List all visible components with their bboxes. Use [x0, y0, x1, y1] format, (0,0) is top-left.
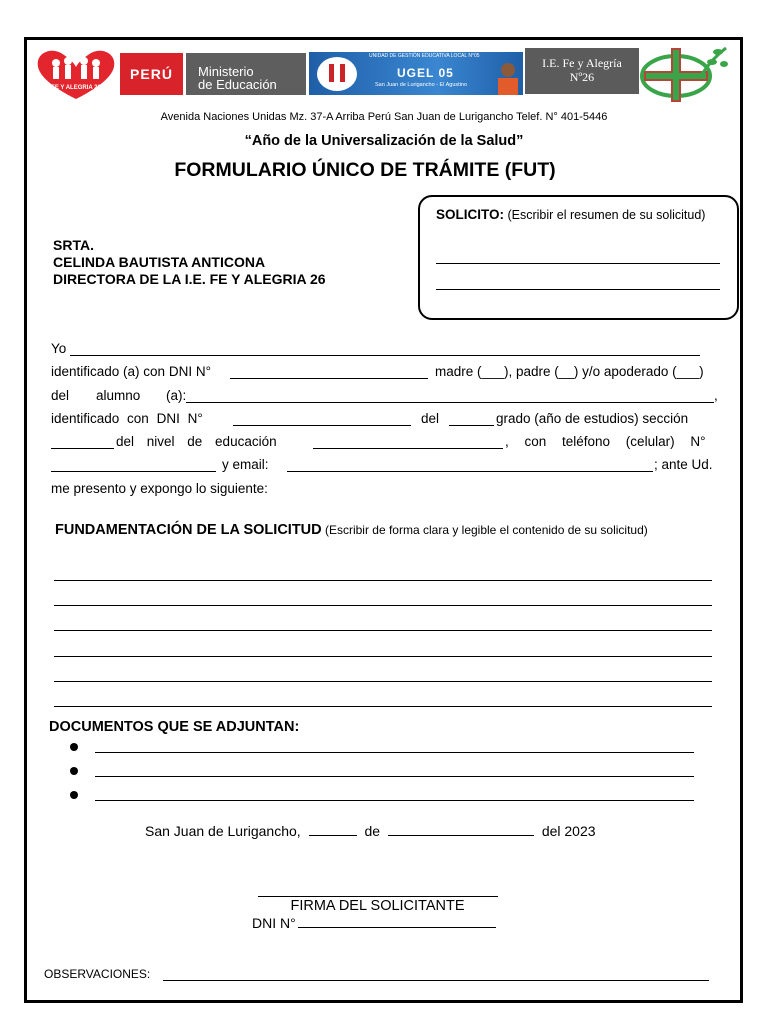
telefono-field[interactable] [51, 471, 216, 472]
student-name-field[interactable] [186, 402, 714, 403]
minedu-logo [186, 53, 306, 95]
solicito-hint: (Escribir el resumen de su solicitud) [504, 208, 706, 222]
ie-name-line2: Nº26 [569, 70, 595, 84]
ugel-banner [309, 52, 523, 95]
solicito-label: SOLICITO: [436, 207, 505, 222]
grado-del-label: del [421, 411, 440, 426]
grado-label: grado (año de estudios) sección [496, 411, 689, 426]
nivel-field[interactable] [313, 448, 503, 449]
signature-dni [252, 915, 496, 931]
fya-logo-text: FE Y ALEGRIA 26 [51, 85, 101, 91]
documento-line-2[interactable] [95, 776, 694, 777]
ugel-label: UGEL 05 [397, 66, 454, 80]
seccion-field[interactable] [51, 448, 114, 449]
yo-label: Yo [51, 341, 67, 356]
solicito-heading [436, 207, 726, 223]
alumno-label: alumno [96, 388, 141, 403]
documentos-heading: DOCUMENTOS QUE SE ADJUNTAN: [49, 719, 300, 735]
firma-label: FIRMA DEL SOLICITANTE [290, 898, 465, 914]
solicito-line-1[interactable] [436, 263, 720, 264]
addressee-block [53, 237, 326, 288]
name-field[interactable] [70, 355, 700, 356]
signature-dni-label: DNI N° [252, 915, 296, 931]
documento-line-3[interactable] [95, 800, 694, 801]
alumno-colon-label: (a): [166, 388, 187, 403]
relationship-options[interactable]: madre (___), padre (__) y/o apoderado (___) [435, 364, 704, 379]
fundamentacion-line-3[interactable] [54, 630, 712, 631]
fundamentacion-line-6[interactable] [54, 706, 712, 707]
fundamentacion-line-4[interactable] [54, 656, 712, 657]
minedu-line2: de Educación [198, 77, 277, 92]
student-dni-label: identificado con DNI N° [51, 411, 203, 426]
addressee-title: SRTA. [53, 237, 94, 253]
ante-ud-label: ; ante Ud. [654, 457, 713, 472]
peru-logo [120, 53, 183, 95]
bullet-icon [70, 743, 78, 751]
ie-name-box [525, 48, 639, 94]
ie-name-line1: I.E. Fe y Alegría [542, 56, 622, 70]
fundamentacion-title: FUNDAMENTACIÓN DE LA SOLICITUD [55, 522, 322, 538]
minedu-line1: Ministerio [198, 64, 254, 79]
grado-field[interactable] [449, 425, 494, 426]
student-photo-icon [495, 60, 521, 95]
telefono-label: , con teléfono (celular) N° [505, 434, 706, 449]
email-label: y email: [222, 457, 269, 472]
dni-label: identificado (a) con DNI N° [51, 364, 211, 379]
fe-y-alegria-logo [34, 49, 118, 101]
signature-dni-field[interactable] [298, 927, 496, 928]
date-line [145, 823, 596, 839]
fundamentacion-heading [55, 521, 648, 538]
year-label: del 2023 [541, 823, 596, 839]
documento-line-1[interactable] [95, 752, 694, 753]
month-field[interactable] [388, 835, 534, 836]
form-title: FORMULARIO ÚNICO DE TRÁMITE (FUT) [174, 159, 556, 181]
email-field[interactable] [287, 471, 653, 472]
peru-label: PERÚ [130, 66, 173, 82]
ugel-crest-icon [315, 55, 359, 93]
comma-mark: , [714, 388, 718, 403]
solicito-line-2[interactable] [436, 289, 720, 290]
addressee-name: CELINDA BAUTISTA ANTICONA [53, 254, 266, 270]
student-dni-field[interactable] [233, 425, 411, 426]
bullet-icon [70, 791, 78, 799]
bullet-icon [70, 767, 78, 775]
ugel-top-text: UNIDAD DE GESTIÓN EDUCATIVA LOCAL N°05 [369, 53, 480, 59]
fundamentacion-line-1[interactable] [54, 580, 712, 581]
nivel-label: del nivel de educación [116, 434, 277, 449]
observaciones-label: OBSERVACIONES: [44, 967, 151, 981]
dni-field[interactable] [230, 378, 428, 379]
expongo-text: me presento y expongo lo siguiente: [51, 481, 268, 496]
del-label: del [51, 388, 70, 403]
fundamentacion-hint: (Escribir de forma clara y legible el contenido de su solicitud) [321, 523, 648, 537]
ugel-subtitle: San Juan de Lurigancho - El Agustino [375, 82, 468, 88]
fundamentacion-line-2[interactable] [54, 605, 712, 606]
address-line: Avenida Naciones Unidas Mz. 37-A Arriba Perú San Juan de Lurigancho Telef. N° 401-5446 [160, 111, 608, 123]
fundamentacion-line-5[interactable] [54, 681, 712, 682]
year-motto: “Año de la Universalización de la Salud” [244, 133, 524, 149]
addressee-position: DIRECTORA DE LA I.E. FE Y ALEGRIA 26 [53, 271, 326, 287]
observaciones-field[interactable] [163, 980, 709, 981]
de-label: de [364, 823, 381, 839]
day-field[interactable] [309, 835, 357, 836]
signature-line[interactable] [258, 896, 498, 897]
place-label: San Juan de Lurigancho, [145, 823, 301, 839]
cross-emblem-icon [640, 44, 730, 104]
